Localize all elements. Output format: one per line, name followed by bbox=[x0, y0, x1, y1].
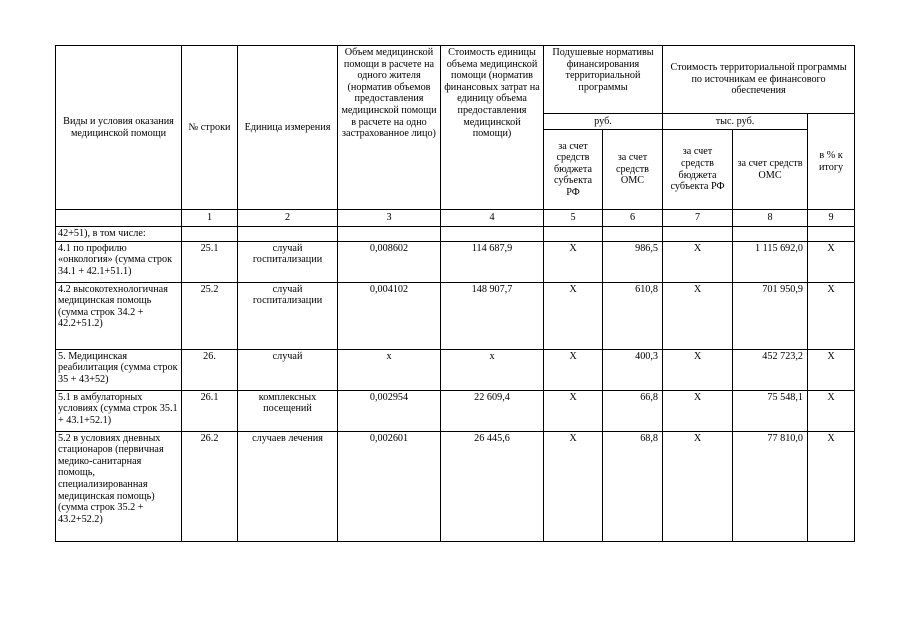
row-name: 5. Медицинская реабилитация (сумма строк 35 + 43+52) bbox=[56, 349, 182, 390]
column-number: 7 bbox=[663, 210, 733, 227]
header-volume: Объем медицинской помощи в расчете на одного жителя (норматив объемов предоставления медицинской помощи в расчете на одно застрахованное лицо) bbox=[338, 46, 441, 210]
row-unit: случай bbox=[238, 349, 338, 390]
row-line: 26.2 bbox=[182, 431, 238, 541]
row-line: 26. bbox=[182, 349, 238, 390]
row-unit: случай госпитализации bbox=[238, 282, 338, 349]
row-tp-oms: 75 548,1 bbox=[733, 390, 808, 431]
row-name: 4.2 высокотехнологичная медицинская помощь (сумма строк 34.2 + 42.2+51.2) bbox=[56, 282, 182, 349]
row-tp-budget: X bbox=[663, 349, 733, 390]
row-tp-budget: X bbox=[663, 431, 733, 541]
table-row bbox=[56, 349, 855, 390]
row-pct: X bbox=[808, 431, 855, 541]
row-cost: 26 445,6 bbox=[441, 431, 544, 541]
row-volume: x bbox=[338, 349, 441, 390]
header-per-capita: Подушевые нормативы финансирования территориальной программы bbox=[544, 46, 663, 114]
row-pc-budget: X bbox=[544, 282, 603, 349]
column-number: 3 bbox=[338, 210, 441, 227]
row-volume: 0,002601 bbox=[338, 431, 441, 541]
row-unit: случай госпитализации bbox=[238, 241, 338, 282]
row-pct: X bbox=[808, 349, 855, 390]
header-percent: в % к итогу bbox=[808, 114, 855, 210]
header-line-no: № строки bbox=[182, 46, 238, 210]
row-pc-oms: 610,8 bbox=[603, 282, 663, 349]
row-cost: x bbox=[441, 349, 544, 390]
financing-table bbox=[55, 45, 855, 542]
row-unit: комплексных посещений bbox=[238, 390, 338, 431]
continuation-text: 42+51), в том числе: bbox=[56, 227, 182, 242]
row-tp-oms: 701 950,9 bbox=[733, 282, 808, 349]
row-pc-budget: X bbox=[544, 241, 603, 282]
row-name: 5.2 в условиях дневных стационаров (первичная медико-санитарная помощь, специализированная медицинская помощь) (сумма строк 35.2 + 43.2+52.2) bbox=[56, 431, 182, 541]
header-thousand-rub: тыс. руб. bbox=[663, 114, 808, 130]
row-tp-oms: 77 810,0 bbox=[733, 431, 808, 541]
column-number: 8 bbox=[733, 210, 808, 227]
continuation-row bbox=[56, 227, 855, 242]
row-line: 25.2 bbox=[182, 282, 238, 349]
table-row bbox=[56, 431, 855, 541]
row-pc-budget: X bbox=[544, 431, 603, 541]
row-pct: X bbox=[808, 282, 855, 349]
row-tp-budget: X bbox=[663, 282, 733, 349]
row-tp-oms: 1 115 692,0 bbox=[733, 241, 808, 282]
table-row bbox=[56, 282, 855, 349]
row-pc-oms: 986,5 bbox=[603, 241, 663, 282]
row-unit: случаев лечения bbox=[238, 431, 338, 541]
row-pc-oms: 66,8 bbox=[603, 390, 663, 431]
header-budget-rf: за счет средств бюджета субъекта РФ bbox=[544, 130, 603, 210]
row-volume: 0,008602 bbox=[338, 241, 441, 282]
row-pct: X bbox=[808, 241, 855, 282]
row-volume: 0,002954 bbox=[338, 390, 441, 431]
header-oms-2: за счет средств ОМС bbox=[733, 130, 808, 210]
row-tp-budget: X bbox=[663, 241, 733, 282]
row-volume: 0,004102 bbox=[338, 282, 441, 349]
row-tp-oms: 452 723,2 bbox=[733, 349, 808, 390]
row-pct: X bbox=[808, 390, 855, 431]
header-unit: Единица измерения bbox=[238, 46, 338, 210]
document-page bbox=[55, 45, 855, 542]
header-oms: за счет средств ОМС bbox=[603, 130, 663, 210]
row-pc-budget: X bbox=[544, 349, 603, 390]
row-pc-oms: 400,3 bbox=[603, 349, 663, 390]
header-cost-sources: Стоимость территориальной программы по источникам ее финансового обеспечения bbox=[663, 46, 855, 114]
header-rub: руб. bbox=[544, 114, 663, 130]
row-cost: 22 609,4 bbox=[441, 390, 544, 431]
row-pc-budget: X bbox=[544, 390, 603, 431]
row-name: 5.1 в амбулаторных условиях (сумма строк 35.1 + 43.1+52.1) bbox=[56, 390, 182, 431]
row-line: 26.1 bbox=[182, 390, 238, 431]
row-pc-oms: 68,8 bbox=[603, 431, 663, 541]
row-line: 25.1 bbox=[182, 241, 238, 282]
row-name: 4.1 по профилю «онкология» (сумма строк 34.1 + 42.1+51.1) bbox=[56, 241, 182, 282]
column-number: 9 bbox=[808, 210, 855, 227]
table-row bbox=[56, 241, 855, 282]
row-cost: 148 907,7 bbox=[441, 282, 544, 349]
table-row bbox=[56, 390, 855, 431]
row-cost: 114 687,9 bbox=[441, 241, 544, 282]
column-number: 1 bbox=[182, 210, 238, 227]
column-number: 4 bbox=[441, 210, 544, 227]
header-types: Виды и условия оказания медицинской помощи bbox=[56, 46, 182, 210]
row-tp-budget: X bbox=[663, 390, 733, 431]
column-numbers-row bbox=[56, 210, 855, 227]
column-number: 2 bbox=[238, 210, 338, 227]
column-number: 5 bbox=[544, 210, 603, 227]
header-cost: Стоимость единицы объема медицинской помощи (норматив финансовых затрат на единицу объема предоставления медицинской помощи) bbox=[441, 46, 544, 210]
header-budget-rf-2: за счет средств бюджета субъекта РФ bbox=[663, 130, 733, 210]
column-number: 6 bbox=[603, 210, 663, 227]
column-number bbox=[56, 210, 182, 227]
